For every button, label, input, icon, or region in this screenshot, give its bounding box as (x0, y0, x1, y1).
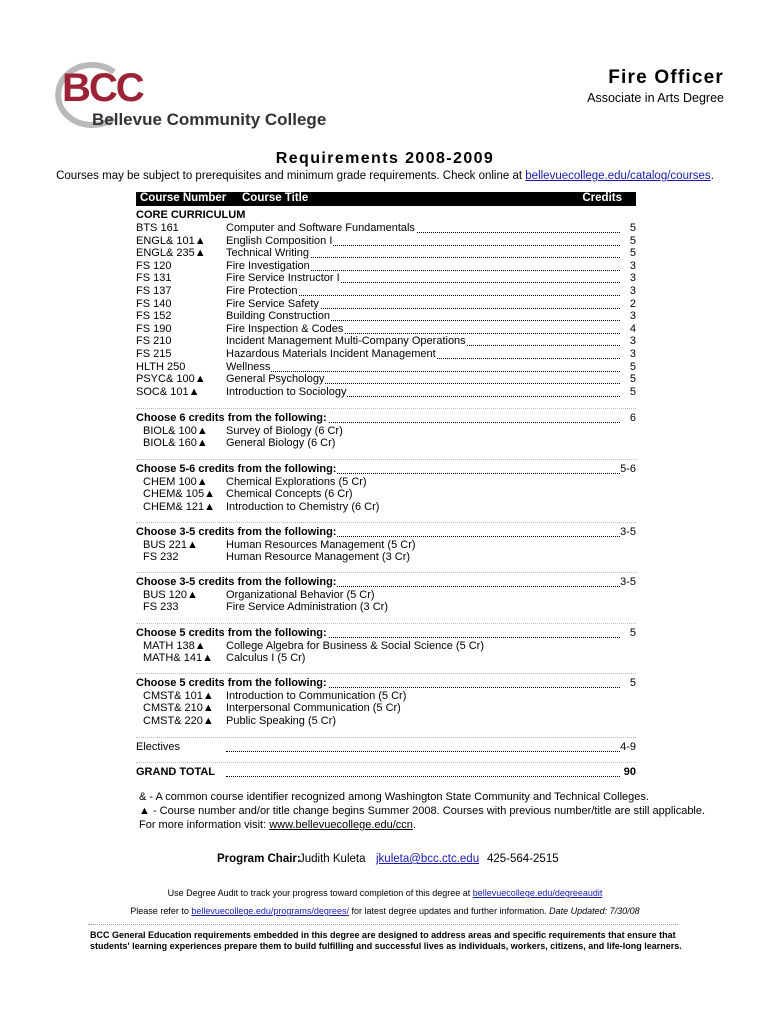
course-code: FS 152 (136, 310, 172, 323)
option-row (136, 652, 636, 665)
course-title: General Psychology (226, 373, 325, 386)
degree-audit-note: Use Degree Audit to track your progress toward completion of this degree at bellevuecollege.edu/degreeaudit (167, 888, 603, 898)
option-title: Public Speaking (5 Cr) (226, 715, 337, 728)
option-title: Interpersonal Communication (5 Cr) (226, 702, 401, 715)
choice-heading-row (136, 412, 636, 425)
option-code: CMST& 220▲ (143, 715, 214, 728)
course-credits: 3 (629, 285, 636, 297)
option-title: Survey of Biology (6 Cr) (226, 424, 343, 437)
course-code: ENGL& 235▲ (136, 247, 206, 260)
option-title: Human Resources Management (5 Cr) (226, 538, 416, 551)
col-course-title: Course Title (242, 192, 309, 204)
option-code: CMST& 210▲ (143, 702, 214, 715)
option-title: Fire Service Administration (3 Cr) (226, 601, 388, 614)
course-code: FS 131 (136, 272, 172, 285)
course-code: FS 120 (136, 259, 172, 272)
course-credits: 3-5 (620, 576, 636, 588)
amp-note: & - A common course identifier recognized among Washington State Community and Technical Colleges. (139, 791, 649, 803)
course-title: Fire Protection (226, 285, 298, 297)
course-title: Choose 3-5 credits from the following: (136, 576, 337, 588)
course-credits: 5 (629, 222, 636, 234)
course-title: Technical Writing (226, 247, 309, 260)
course-title: Choose 6 credits from the following: (136, 412, 327, 424)
option-row (136, 437, 636, 450)
program-chair-label: Program Chair: (217, 853, 301, 865)
course-credits: 3 (629, 348, 636, 360)
choice-heading-row (136, 627, 636, 640)
core-course-row (136, 348, 636, 361)
choice-heading-row (136, 677, 636, 690)
date-updated: Date Updated: 7/30/08 (549, 906, 640, 916)
course-title: Fire Inspection & Codes (226, 322, 344, 335)
leader-dots (226, 751, 620, 752)
course-credits: 2 (629, 297, 636, 310)
col-course-number: Course Number (140, 192, 227, 204)
course-credits: 3 (629, 259, 636, 272)
leader-dots (226, 776, 620, 777)
course-title: Fire Investigation (226, 259, 310, 272)
more-info-note: For more information visit: www.bellevuecollege.edu/ccn. (139, 819, 416, 831)
course-title: Hazardous Materials Incident Management (226, 348, 436, 360)
core-course-row (136, 386, 636, 399)
course-code: FS 137 (136, 285, 172, 297)
degree-name: Associate in Arts Degree (587, 91, 724, 105)
course-credits: 4-9 (620, 741, 636, 753)
option-code: BIOL& 100▲ (143, 424, 208, 437)
college-name: Bellevue Community College (92, 110, 327, 129)
course-title: Fire Service Safety (226, 297, 319, 310)
course-credits: 5 (629, 677, 636, 689)
course-code: Electives (136, 741, 181, 753)
course-title: Fire Service Instructor I (226, 272, 340, 285)
course-title: Introduction to Sociology (226, 385, 347, 398)
option-code: BIOL& 160▲ (143, 437, 208, 450)
option-row (136, 702, 636, 715)
course-credits: 6 (629, 412, 636, 424)
course-title: Choose 5 credits from the following: (136, 627, 327, 639)
course-credits: 3 (629, 335, 636, 348)
course-code: FS 190 (136, 322, 172, 335)
catalog-link[interactable]: bellevuecollege.edu/catalog/courses (525, 170, 711, 182)
core-course-row (136, 310, 636, 323)
footer-divider (88, 924, 678, 925)
ccn-link[interactable]: www.bellevuecollege.edu/ccn (269, 819, 413, 831)
course-code: PSYC& 100▲ (136, 373, 206, 386)
program-chair-phone: 425-564-2515 (487, 853, 559, 865)
option-code: CHEM& 105▲ (143, 488, 216, 501)
prerequisite-note: Courses may be subject to prerequisites and minimum grade requirements. Check online at bellevuecollege.edu/catalog/courses. (56, 170, 714, 182)
course-title: Wellness (226, 360, 271, 373)
course-credits: 5 (629, 247, 636, 260)
section-divider (136, 522, 636, 523)
leader-dots (226, 371, 620, 372)
core-course-row (136, 222, 636, 235)
electives-row (136, 741, 636, 754)
option-title: Calculus I (5 Cr) (226, 652, 306, 665)
course-code: FS 210 (136, 335, 172, 348)
course-title: English Composition I (226, 234, 333, 247)
core-course-row (136, 247, 636, 260)
course-code: HLTH 250 (136, 360, 186, 373)
degree-audit-link[interactable]: bellevuecollege.edu/degreeaudit (472, 888, 603, 898)
course-credits: 5 (629, 360, 636, 373)
option-row (136, 601, 636, 614)
option-title: Introduction to Communication (5 Cr) (226, 689, 407, 702)
section-divider (136, 408, 636, 409)
option-row (136, 488, 636, 501)
page-title: Fire Officer (608, 67, 724, 88)
course-credits: 4 (629, 322, 636, 335)
option-code: FS 232 (143, 551, 179, 564)
logo-letters: BCC (62, 66, 143, 110)
course-title: Choose 5-6 credits from the following: (136, 463, 337, 475)
core-course-row (136, 373, 636, 386)
section-divider (136, 459, 636, 460)
option-row (136, 640, 636, 653)
program-chair-email[interactable]: jkuleta@bcc.ctc.edu (376, 853, 480, 865)
option-code: CHEM 100▲ (143, 475, 208, 488)
option-row (136, 551, 636, 564)
course-code: FS 215 (136, 348, 172, 360)
option-row (136, 589, 636, 602)
core-course-row (136, 235, 636, 248)
course-title: Computer and Software Fundamentals (226, 222, 415, 234)
option-code: BUS 120▲ (143, 588, 198, 601)
course-credits: 3 (629, 310, 636, 323)
course-credits: 5 (629, 234, 636, 247)
course-code: FS 140 (136, 297, 172, 310)
section-divider (136, 737, 636, 738)
col-credits: Credits (582, 192, 622, 204)
option-code: MATH 138▲ (143, 639, 206, 652)
core-course-row (136, 260, 636, 273)
course-title: Choose 3-5 credits from the following: (136, 526, 337, 538)
option-title: Organizational Behavior (5 Cr) (226, 588, 375, 601)
course-title: Incident Management Multi-Company Operations (226, 335, 466, 348)
option-row (136, 476, 636, 489)
option-title: Chemical Concepts (6 Cr) (226, 488, 353, 501)
core-curriculum-label: CORE CURRICULUM (136, 209, 246, 221)
course-credits: 5 (629, 627, 636, 639)
option-title: Human Resource Management (3 Cr) (226, 551, 411, 564)
option-title: General Biology (6 Cr) (226, 437, 336, 450)
program-chair-name: Judith Kuleta (299, 853, 366, 865)
option-title: Chemical Explorations (5 Cr) (226, 475, 367, 488)
section-divider (136, 673, 636, 674)
option-code: CMST& 101▲ (143, 689, 214, 702)
refer-note: Please refer to bellevuecollege.edu/programs/degrees/ for latest degree updates and further information. Date Updated: 7/30/08 (130, 906, 640, 916)
option-row (136, 715, 636, 728)
course-credits: 5 (629, 385, 636, 398)
core-course-row (136, 323, 636, 336)
degrees-link[interactable]: bellevuecollege.edu/programs/degrees/ (191, 906, 349, 916)
option-row (136, 425, 636, 438)
course-code: SOC& 101▲ (136, 385, 200, 398)
section-divider (136, 623, 636, 624)
choice-heading-row (136, 576, 636, 589)
course-credits: 5-6 (620, 463, 636, 475)
course-code: BTS 161 (136, 222, 179, 234)
course-title: Building Construction (226, 310, 330, 323)
course-credits: 90 (623, 766, 636, 778)
course-code: GRAND TOTAL (136, 766, 216, 778)
core-course-row (136, 361, 636, 374)
section-divider (136, 572, 636, 573)
core-course-row (136, 298, 636, 311)
course-credits: 3-5 (620, 526, 636, 538)
option-code: BUS 221▲ (143, 538, 198, 551)
choice-heading-row (136, 526, 636, 539)
course-title: Choose 5 credits from the following: (136, 677, 327, 689)
core-course-row (136, 272, 636, 285)
option-title: Introduction to Chemistry (6 Cr) (226, 501, 380, 514)
option-row (136, 690, 636, 703)
choice-heading-row (136, 463, 636, 476)
table-header (136, 192, 636, 206)
core-course-row (136, 285, 636, 298)
requirements-heading: Requirements 2008-2009 (275, 150, 495, 167)
option-code: CHEM& 121▲ (143, 501, 216, 514)
course-credits: 5 (629, 373, 636, 386)
option-code: MATH& 141▲ (143, 652, 213, 665)
grand-total-row (136, 766, 636, 779)
core-course-row (136, 335, 636, 348)
triangle-note: ▲ - Course number and/or title change begins Summer 2008. Courses with previous number/title are still applicable. (139, 805, 706, 817)
gen-ed-statement: BCC General Education requirements embedded in this degree are designed to address areas and specific requirements that ensure that students' learning experiences prepare them to build fulfilling and successful lives as individuals, workers, citizens, and life-long learners. (90, 930, 682, 951)
course-code: ENGL& 101▲ (136, 234, 206, 247)
option-title: College Algebra for Business & Social Science (5 Cr) (226, 639, 485, 652)
option-row (136, 501, 636, 514)
section-divider (136, 762, 636, 763)
course-credits: 3 (629, 272, 636, 285)
option-code: FS 233 (143, 601, 179, 614)
option-row (136, 539, 636, 552)
